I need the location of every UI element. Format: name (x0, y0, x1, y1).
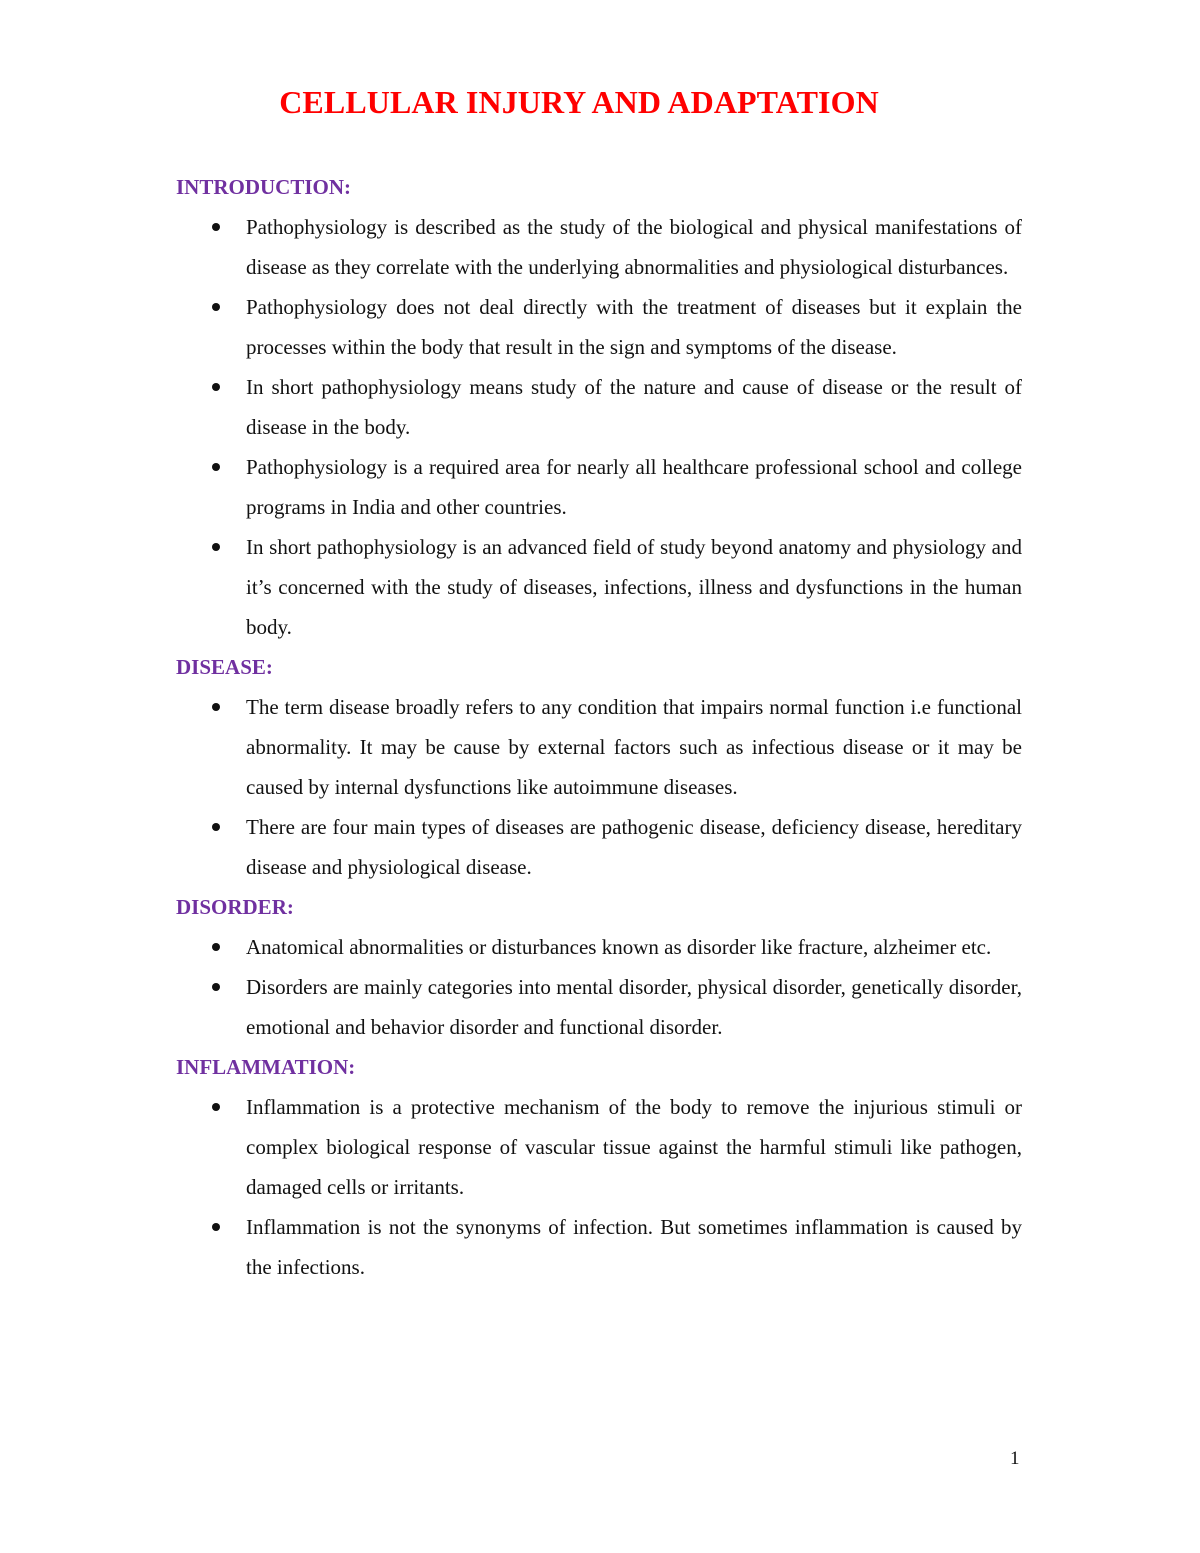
section-inflammation (176, 1047, 1022, 1287)
list-item (176, 527, 1022, 647)
bullet-list-disease (176, 687, 1022, 887)
list-item-text: Pathophysiology is a required area for nearly all healthcare professional school and college programs in India and other countries. (246, 455, 1022, 519)
bullet-list-introduction (176, 207, 1022, 647)
bullet-icon (212, 223, 220, 231)
bullet-icon (212, 463, 220, 471)
list-item-text: There are four main types of diseases are pathogenic disease, deficiency disease, hereditary disease and physiological disease. (246, 815, 1022, 879)
bullet-icon (212, 1223, 220, 1231)
section-disease (176, 647, 1022, 887)
section-introduction (176, 167, 1022, 647)
list-item (176, 687, 1022, 807)
bullet-icon (212, 543, 220, 551)
section-heading-inflammation: INFLAMMATION: (176, 1055, 356, 1079)
list-item (176, 447, 1022, 527)
list-item (176, 967, 1022, 1047)
section-heading-disease: DISEASE: (176, 655, 273, 679)
bullet-icon (212, 303, 220, 311)
bullet-icon (212, 703, 220, 711)
list-item-text: Pathophysiology does not deal directly with the treatment of diseases but it explain the processes within the body that result in the sign and symptoms of the disease. (246, 295, 1022, 359)
bullet-list-inflammation (176, 1087, 1022, 1287)
list-item-text: Pathophysiology is described as the study of the biological and physical manifestations of disease as they correlate with the underlying abnormalities and physiological disturbances. (246, 215, 1022, 279)
list-item-text: Inflammation is a protective mechanism of the body to remove the injurious stimuli or complex biological response of vascular tissue against the harmful stimuli like pathogen, damaged cells or irritants. (246, 1095, 1022, 1199)
list-item-text: Anatomical abnormalities or disturbances known as disorder like fracture, alzheimer etc. (246, 935, 992, 959)
bullet-icon (212, 383, 220, 391)
section-heading-disorder: DISORDER: (176, 895, 294, 919)
bullet-icon (212, 823, 220, 831)
list-item (176, 1087, 1022, 1207)
list-item-text: Disorders are mainly categories into mental disorder, physical disorder, genetically disorder, emotional and behavior disorder and functional disorder. (246, 975, 1022, 1039)
document-body (176, 167, 1022, 1287)
bullet-icon (212, 943, 220, 951)
list-item (176, 367, 1022, 447)
list-item (176, 287, 1022, 367)
list-item (176, 207, 1022, 287)
document-title: CELLULAR INJURY AND ADAPTATION (279, 84, 879, 120)
section-disorder (176, 887, 1022, 1047)
bullet-icon (212, 983, 220, 991)
list-item-text: In short pathophysiology is an advanced field of study beyond anatomy and physiology and it’s concerned with the study of diseases, infections, illness and dysfunctions in the human body. (246, 535, 1022, 639)
list-item (176, 927, 1022, 967)
section-heading-introduction: INTRODUCTION: (176, 175, 352, 199)
page-number: 1 (1010, 1448, 1020, 1469)
bullet-icon (212, 1103, 220, 1111)
list-item (176, 807, 1022, 887)
list-item-text: The term disease broadly refers to any condition that impairs normal function i.e functional abnormality. It may be cause by external factors such as infectious disease or it may be caused by internal dysfunctions like autoimmune diseases. (246, 695, 1022, 799)
list-item (176, 1207, 1022, 1287)
list-item-text: In short pathophysiology means study of the nature and cause of disease or the result of disease in the body. (246, 375, 1022, 439)
bullet-list-disorder (176, 927, 1022, 1047)
list-item-text: Inflammation is not the synonyms of infection. But sometimes inflammation is caused by the infections. (246, 1215, 1022, 1279)
